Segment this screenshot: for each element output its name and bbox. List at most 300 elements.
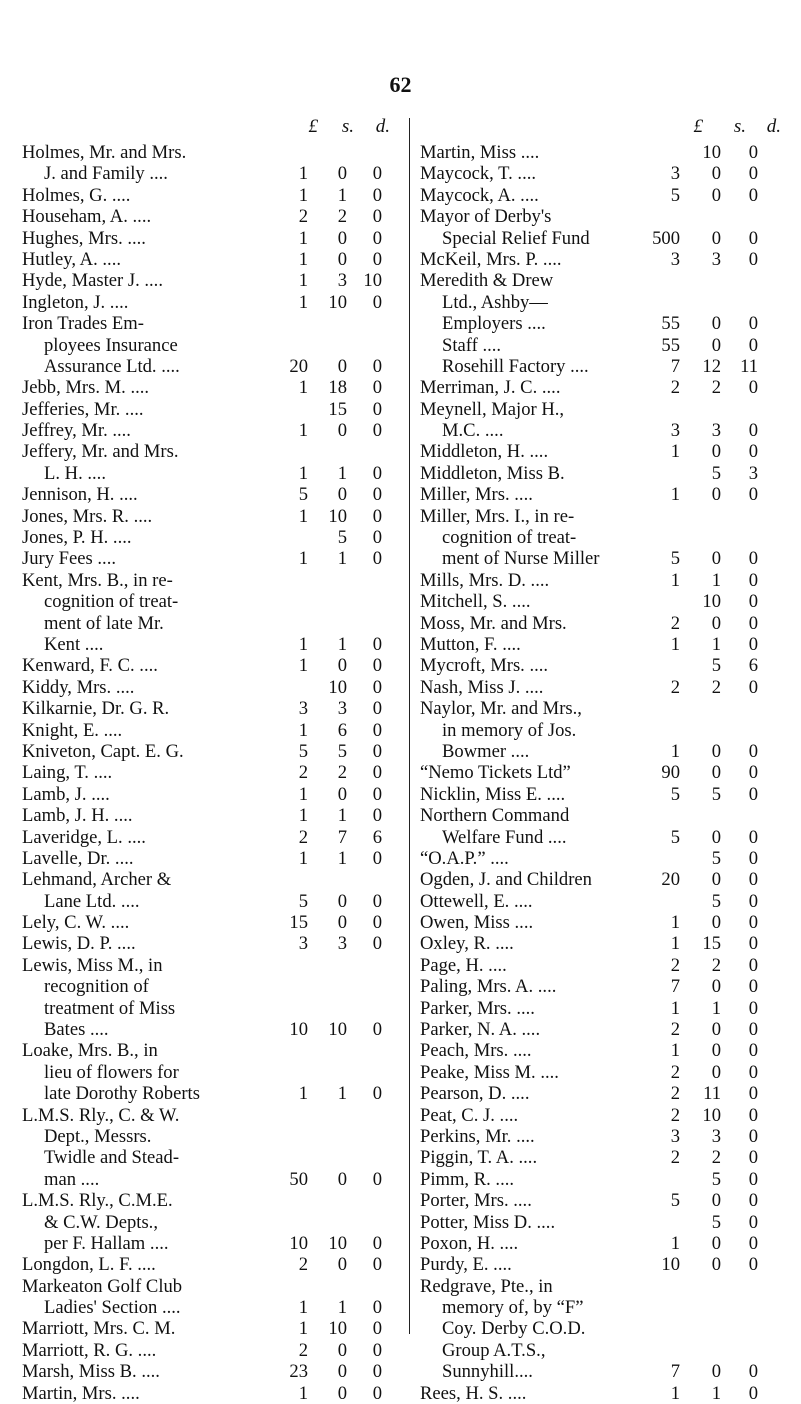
entry-name: “O.A.P.” .... (420, 847, 509, 869)
list-item (420, 1340, 795, 1361)
entry-name: Lewis, D. P. .... (22, 933, 136, 955)
shillings-value: 0 (337, 484, 347, 506)
list-item (420, 335, 795, 356)
entry-name: late Dorothy Roberts (44, 1083, 200, 1105)
pounds-value: 3 (670, 163, 680, 185)
pounds-value: 2 (670, 954, 680, 976)
list-item (420, 1276, 795, 1297)
entry-name: Paling, Mrs. A. .... (420, 976, 557, 998)
pounds-value: 15 (289, 912, 308, 934)
pence-value: 0 (372, 420, 382, 442)
pounds-value: 2 (298, 762, 308, 784)
entry-name: L.M.S. Rly., C.M.E. (22, 1190, 173, 1212)
entry-name: Naylor, Mr. and Mrs., (420, 698, 582, 720)
list-item (420, 527, 795, 548)
pence-value: 0 (748, 591, 758, 613)
list-item (22, 912, 404, 933)
list-item (420, 270, 795, 291)
list-item (420, 741, 795, 762)
shillings-value: 6 (337, 719, 347, 741)
entry-name: Assurance Ltd. .... (44, 355, 180, 377)
list-item (22, 527, 404, 548)
pounds-value: 5 (670, 548, 680, 570)
entry-name: Markeaton Golf Club (22, 1275, 183, 1297)
pence-value: 0 (372, 1232, 382, 1254)
shillings-value: 18 (328, 377, 347, 399)
pounds-value: 1 (298, 548, 308, 570)
list-item (420, 484, 795, 505)
list-item (420, 891, 795, 912)
entry-name: Welfare Fund .... (442, 826, 567, 848)
entry-name: Merriman, J. C. .... (420, 377, 561, 399)
shillings-value: 3 (337, 698, 347, 720)
pence-value: 0 (372, 163, 382, 185)
entry-name: ment of late Mr. (44, 612, 164, 634)
pence-value: 0 (372, 698, 382, 720)
pounds-value: 500 (652, 227, 680, 249)
entry-name: Perkins, Mr. .... (420, 1125, 535, 1147)
list-item (22, 741, 404, 762)
entry-name: Miller, Mrs. I., in re- (420, 505, 575, 527)
pounds-value: 7 (670, 1361, 680, 1383)
entry-name: Loake, Mrs. B., in (22, 1040, 158, 1062)
pence-value: 0 (748, 1125, 758, 1147)
list-item (22, 292, 404, 313)
pence-value: 0 (748, 826, 758, 848)
pounds-value: 1 (670, 484, 680, 506)
list-item (420, 998, 795, 1019)
pence-value: 0 (372, 1168, 382, 1190)
list-item (22, 1212, 404, 1233)
entry-name: Porter, Mrs. .... (420, 1190, 532, 1212)
list-item (22, 1254, 404, 1275)
entry-name: Purdy, E. .... (420, 1254, 512, 1276)
pounds-value: 2 (670, 612, 680, 634)
shillings-value: 0 (711, 1061, 721, 1083)
pence-value: 0 (748, 1104, 758, 1126)
pence-value: 0 (748, 313, 758, 335)
pence-value: 0 (748, 1019, 758, 1041)
entry-name: Mills, Mrs. D. .... (420, 569, 550, 591)
list-item (420, 955, 795, 976)
list-item (22, 1169, 404, 1190)
pounds-value: 1 (298, 1297, 308, 1319)
left-column (22, 142, 404, 1404)
pence-value: 0 (748, 377, 758, 399)
shillings-value: 0 (337, 890, 347, 912)
list-item (22, 591, 404, 612)
list-item (22, 976, 404, 997)
pence-value: 0 (748, 1083, 758, 1105)
entry-name: Mayor of Derby's (420, 206, 552, 228)
pounds-value: 55 (661, 334, 680, 356)
entry-name: Northern Command (420, 805, 570, 827)
pounds-value: 1 (298, 783, 308, 805)
entry-name: recognition of (44, 976, 149, 998)
pence-value: 0 (748, 997, 758, 1019)
entry-name: Nash, Miss J. .... (420, 676, 544, 698)
shillings-value: 5 (711, 847, 721, 869)
list-item (22, 762, 404, 783)
pence-value: 0 (372, 398, 382, 420)
shillings-value: 0 (337, 912, 347, 934)
pence-value: 0 (372, 1019, 382, 1041)
entry-name: Redgrave, Pte., in (420, 1275, 553, 1297)
pounds-value: 3 (670, 420, 680, 442)
list-item (22, 484, 404, 505)
entry-name: Pimm, R. .... (420, 1168, 515, 1190)
entry-name: Lewis, Miss M., in (22, 954, 163, 976)
shillings-value: 11 (703, 1083, 721, 1105)
shillings-header: s. (733, 116, 746, 137)
entry-name: Middleton, H. .... (420, 441, 549, 463)
pence-value: 6 (372, 826, 382, 848)
list-item (420, 1083, 795, 1104)
pounds-value: 7 (670, 355, 680, 377)
shillings-value: 0 (711, 1361, 721, 1383)
shillings-value: 1 (337, 633, 347, 655)
pence-value: 0 (372, 505, 382, 527)
shillings-value: 1 (337, 1297, 347, 1319)
list-item (420, 399, 795, 420)
pounds-value: 1 (298, 377, 308, 399)
entry-name: lieu of flowers for (44, 1061, 179, 1083)
shillings-value: 0 (337, 1339, 347, 1361)
pounds-value: 1 (298, 420, 308, 442)
list-item (22, 142, 404, 163)
pence-value: 0 (748, 890, 758, 912)
entry-name: Hutley, A. .... (22, 248, 121, 270)
entry-name: Owen, Miss .... (420, 912, 534, 934)
entry-name: Hyde, Master J. .... (22, 270, 163, 292)
pounds-value: 1 (670, 740, 680, 762)
list-item (22, 848, 404, 869)
shillings-value: 0 (711, 1040, 721, 1062)
list-item (22, 1383, 404, 1404)
entry-name: Miller, Mrs. .... (420, 484, 533, 506)
shillings-value: 0 (337, 1361, 347, 1383)
list-item (420, 1126, 795, 1147)
shillings-value: 15 (702, 933, 721, 955)
entry-name: Rosehill Factory .... (442, 355, 589, 377)
list-item (22, 1062, 404, 1083)
entry-name: Ladies' Section .... (44, 1297, 181, 1319)
list-item (22, 163, 404, 184)
pence-value: 0 (372, 655, 382, 677)
list-item (22, 955, 404, 976)
shillings-value: 10 (328, 291, 347, 313)
shillings-value: 0 (711, 484, 721, 506)
list-item (420, 591, 795, 612)
pence-value: 0 (372, 805, 382, 827)
entry-name: Potter, Miss D. .... (420, 1211, 556, 1233)
entry-name: ployees Insurance (44, 334, 178, 356)
pounds-value: 10 (289, 1019, 308, 1041)
list-item (22, 1147, 404, 1168)
list-item (420, 827, 795, 848)
shillings-value: 0 (711, 334, 721, 356)
shillings-value: 1 (337, 462, 347, 484)
shillings-value: 0 (711, 313, 721, 335)
shillings-value: 5 (711, 655, 721, 677)
pence-value: 0 (372, 933, 382, 955)
entry-name: Mutton, F. .... (420, 633, 521, 655)
pence-value: 0 (748, 783, 758, 805)
pence-value: 0 (748, 740, 758, 762)
list-item (420, 1040, 795, 1061)
entry-name: Ingleton, J. .... (22, 291, 129, 313)
pounds-value: 1 (298, 227, 308, 249)
list-item (420, 1212, 795, 1233)
list-item (420, 570, 795, 591)
shillings-value: 2 (711, 377, 721, 399)
pence-value: 0 (372, 912, 382, 934)
pounds-value: 2 (298, 1339, 308, 1361)
pence-value: 0 (748, 227, 758, 249)
list-item (22, 998, 404, 1019)
shillings-value: 1 (711, 633, 721, 655)
entry-name: Ogden, J. and Children (420, 869, 592, 891)
entry-name: Jury Fees .... (22, 548, 116, 570)
list-item (420, 720, 795, 741)
pence-value: 0 (748, 184, 758, 206)
shillings-value: 1 (337, 1083, 347, 1105)
entry-name: Coy. Derby C.O.D. (442, 1318, 586, 1340)
entry-name: Jones, Mrs. R. .... (22, 505, 153, 527)
pence-value: 0 (748, 954, 758, 976)
pounds-value: 20 (289, 355, 308, 377)
entry-name: Bowmer .... (442, 740, 530, 762)
pounds-value: 90 (661, 762, 680, 784)
pounds-value: 2 (670, 377, 680, 399)
list-item (22, 1233, 404, 1254)
pounds-value: 5 (670, 184, 680, 206)
shillings-value: 3 (337, 270, 347, 292)
list-item (22, 377, 404, 398)
pence-value: 0 (748, 1232, 758, 1254)
list-item (22, 1361, 404, 1382)
list-item (22, 1318, 404, 1339)
shillings-value: 3 (711, 1125, 721, 1147)
entry-name: Kenward, F. C. .... (22, 655, 158, 677)
pence-value: 0 (372, 377, 382, 399)
entry-name: Special Relief Fund (442, 227, 590, 249)
pounds-value: 3 (670, 1125, 680, 1147)
shillings-value: 0 (711, 548, 721, 570)
entry-name: Oxley, R. .... (420, 933, 514, 955)
entry-name: Dept., Messrs. (44, 1125, 152, 1147)
shillings-value: 5 (711, 462, 721, 484)
list-item (420, 655, 795, 676)
entry-name: Jebb, Mrs. M. .... (22, 377, 150, 399)
shillings-value: 5 (337, 527, 347, 549)
entry-name: per F. Hallam .... (44, 1232, 169, 1254)
list-item (22, 891, 404, 912)
shillings-value: 2 (711, 954, 721, 976)
shillings-value: 5 (337, 740, 347, 762)
entry-name: cognition of treat- (44, 591, 179, 613)
pence-value: 0 (748, 976, 758, 998)
list-item (22, 869, 404, 890)
pounds-value: 2 (670, 676, 680, 698)
pence-value: 0 (748, 1254, 758, 1276)
list-item (420, 762, 795, 783)
list-item (420, 249, 795, 270)
entry-name: L.M.S. Rly., C. & W. (22, 1104, 180, 1126)
pounds-value: 5 (670, 783, 680, 805)
shillings-value: 1 (337, 184, 347, 206)
entry-name: Jefferies, Mr. .... (22, 398, 144, 420)
entry-name: Mycroft, Mrs. .... (420, 655, 549, 677)
entry-name: Kilkarnie, Dr. G. R. (22, 698, 170, 720)
pounds-header: £ (693, 116, 703, 137)
pounds-value: 10 (289, 1232, 308, 1254)
list-item (22, 698, 404, 719)
pence-value: 0 (748, 548, 758, 570)
entry-name: Jeffery, Mr. and Mrs. (22, 441, 179, 463)
pounds-value: 10 (661, 1254, 680, 1276)
entry-name: Parker, N. A. .... (420, 1019, 541, 1041)
pence-value: 0 (372, 740, 382, 762)
pence-value: 0 (748, 1168, 758, 1190)
pounds-value: 5 (670, 1190, 680, 1212)
pounds-value: 5 (670, 826, 680, 848)
shillings-value: 0 (337, 1382, 347, 1404)
pounds-value: 1 (670, 997, 680, 1019)
pounds-value: 2 (670, 1104, 680, 1126)
pounds-value: 1 (670, 912, 680, 934)
pence-value: 11 (740, 355, 758, 377)
pence-value: 0 (748, 1040, 758, 1062)
shillings-value: 2 (711, 1147, 721, 1169)
entry-name: J. and Family .... (44, 163, 168, 185)
pence-value: 0 (372, 890, 382, 912)
entry-name: Lane Ltd. .... (44, 890, 140, 912)
pence-value: 0 (372, 1318, 382, 1340)
entry-name: cognition of treat- (442, 527, 577, 549)
entry-name: Meredith & Drew (420, 270, 554, 292)
shillings-value: 0 (337, 1254, 347, 1276)
pounds-value: 23 (289, 1361, 308, 1383)
pounds-value: 2 (298, 1254, 308, 1276)
right-column-headers (420, 116, 801, 142)
shillings-value: 10 (328, 1318, 347, 1340)
list-item (22, 506, 404, 527)
pence-value: 0 (372, 762, 382, 784)
shillings-value: 0 (337, 227, 347, 249)
list-item (22, 420, 404, 441)
pence-value: 0 (372, 248, 382, 270)
pence-value: 0 (372, 719, 382, 741)
pounds-value: 1 (298, 1083, 308, 1105)
pounds-value: 3 (298, 933, 308, 955)
list-item (420, 1233, 795, 1254)
list-item (22, 463, 404, 484)
list-item (420, 506, 795, 527)
pence-value: 0 (372, 184, 382, 206)
entry-name: ment of Nurse Miller (442, 548, 600, 570)
pence-value: 0 (372, 1297, 382, 1319)
entry-name: treatment of Miss (44, 997, 176, 1019)
entry-name: Jeffrey, Mr. .... (22, 420, 131, 442)
list-item (420, 848, 795, 869)
pence-value: 0 (748, 248, 758, 270)
entry-name: Maycock, A. .... (420, 184, 539, 206)
entry-name: L. H. .... (44, 462, 106, 484)
shillings-value: 0 (711, 740, 721, 762)
list-item (420, 142, 795, 163)
list-item (420, 912, 795, 933)
entry-name: M.C. .... (442, 420, 504, 442)
shillings-value: 3 (337, 933, 347, 955)
list-item (420, 377, 795, 398)
entry-name: Kent, Mrs. B., in re- (22, 569, 173, 591)
entry-name: Laveridge, L. .... (22, 826, 146, 848)
pence-value: 0 (748, 869, 758, 891)
entry-name: Laing, T. .... (22, 762, 113, 784)
list-item (420, 420, 795, 441)
entry-name: man .... (44, 1168, 100, 1190)
pounds-value: 1 (298, 462, 308, 484)
entry-name: Meynell, Major H., (420, 398, 565, 420)
list-item (420, 548, 795, 569)
shillings-value: 0 (711, 1232, 721, 1254)
entry-name: Twidle and Stead- (44, 1147, 180, 1169)
list-item (22, 1297, 404, 1318)
list-item (22, 613, 404, 634)
entry-name: Knight, E. .... (22, 719, 123, 741)
entry-name: Ltd., Ashby— (442, 291, 548, 313)
pence-value: 0 (372, 783, 382, 805)
entry-name: Peat, C. J. .... (420, 1104, 519, 1126)
shillings-value: 10 (702, 142, 721, 163)
entry-name: Sunnyhill.... (442, 1361, 533, 1383)
pence-value: 0 (748, 334, 758, 356)
entry-name: Poxon, H. .... (420, 1232, 519, 1254)
list-item (22, 655, 404, 676)
shillings-value: 12 (702, 355, 721, 377)
pence-value: 0 (372, 847, 382, 869)
pounds-value: 3 (670, 248, 680, 270)
shillings-value: 1 (711, 1382, 721, 1404)
list-item (420, 613, 795, 634)
pence-value: 0 (748, 762, 758, 784)
list-item (420, 1105, 795, 1126)
shillings-value: 1 (711, 569, 721, 591)
list-item (420, 1190, 795, 1211)
shillings-value: 0 (711, 441, 721, 463)
list-item (22, 1126, 404, 1147)
entry-name: Pearson, D. .... (420, 1083, 530, 1105)
pence-value: 0 (748, 441, 758, 463)
pounds-value: 2 (670, 1019, 680, 1041)
list-item (420, 1147, 795, 1168)
shillings-value: 0 (337, 163, 347, 185)
list-item (420, 784, 795, 805)
shillings-value: 0 (711, 184, 721, 206)
list-item (22, 805, 404, 826)
list-item (22, 441, 404, 462)
list-item (420, 805, 795, 826)
shillings-value: 10 (702, 591, 721, 613)
left-column-headers (0, 116, 400, 142)
entry-name: Ottewell, E. .... (420, 890, 533, 912)
pounds-value: 20 (661, 869, 680, 891)
entry-name: Longdon, L. F. .... (22, 1254, 156, 1276)
shillings-value: 5 (711, 1211, 721, 1233)
list-item (22, 720, 404, 741)
entry-name: Staff .... (442, 334, 502, 356)
